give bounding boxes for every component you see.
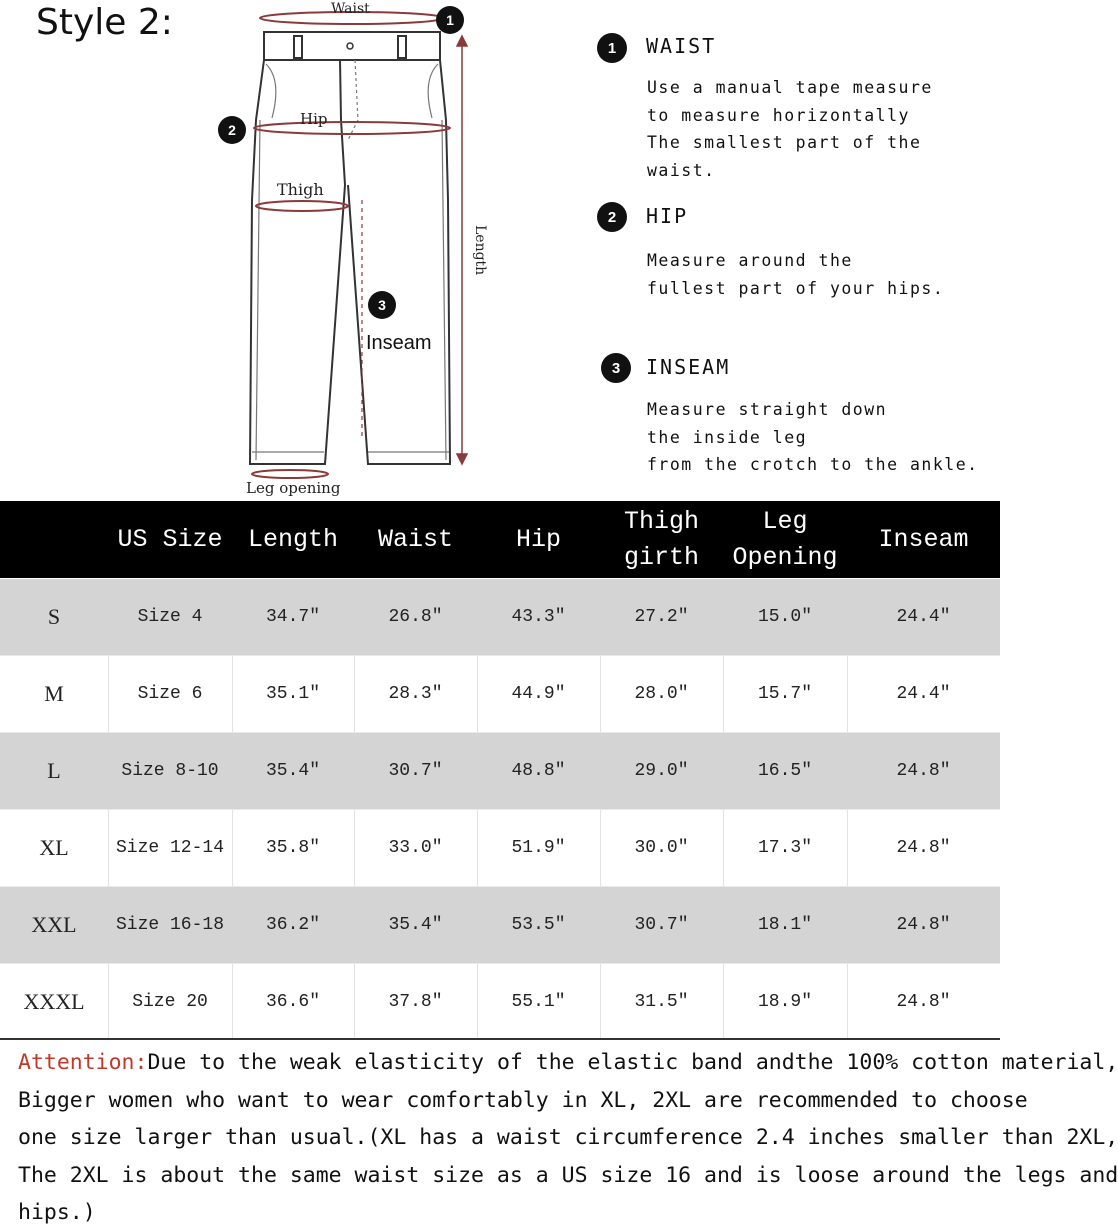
- header-text: Opening: [732, 542, 838, 572]
- header-text: Length: [247, 524, 338, 554]
- header-waist: [354, 501, 477, 578]
- inseam-value: 24.4″: [896, 607, 951, 627]
- length-value: 36.6″: [265, 992, 320, 1012]
- column-divider: [477, 733, 478, 809]
- length-value: 35.4″: [265, 761, 320, 781]
- column-divider: [232, 810, 233, 886]
- column-divider: [354, 656, 355, 732]
- attention-line: Bigger women who want to wear comfortably in XL, 2XL are recommended to choose: [18, 1087, 1028, 1113]
- leg-opening-value: 17.3″: [757, 838, 812, 858]
- waist-value: 26.8″: [388, 607, 443, 627]
- waist-value: 33.0″: [388, 838, 443, 858]
- header-hip: [477, 501, 600, 578]
- column-divider: [477, 887, 478, 963]
- column-divider: [477, 579, 478, 655]
- waist-value: 30.7″: [388, 761, 443, 781]
- inseam-instructions: Measure straight down the inside leg from the crotch to the ankle.: [647, 400, 979, 474]
- leg-opening-label: Leg opening: [246, 479, 341, 497]
- length-label: Length: [472, 225, 488, 276]
- column-divider: [477, 810, 478, 886]
- us-size: Size 12-14: [115, 838, 225, 858]
- hip-number-badge: 2: [597, 202, 627, 232]
- column-divider: [108, 656, 109, 732]
- attention-first-line: Due to the weak elasticity of the elastic band andthe 100% cotton material,: [147, 1050, 1118, 1075]
- attention-note: [18, 1044, 1118, 1232]
- header-thigh-girth: [600, 501, 723, 578]
- length-value: 34.7″: [265, 607, 320, 627]
- attention-label: Attention:: [18, 1050, 148, 1075]
- inseam-value: 24.8″: [896, 838, 951, 858]
- column-divider: [847, 810, 848, 886]
- column-divider: [847, 733, 848, 809]
- hip-instructions: Measure around the fullest part of your hips.: [647, 251, 945, 298]
- attention-line: The 2XL is about the same waist size as a US size 16 and is loose around the legs and: [18, 1162, 1118, 1188]
- header-text: Waist: [377, 524, 453, 554]
- attention-line: one size larger than usual.(XL has a waist circumference 2.4 inches smaller than 2XL,: [18, 1125, 1118, 1151]
- thigh-girth-value: 29.0″: [634, 761, 689, 781]
- column-divider: [354, 810, 355, 886]
- size-label: XXL: [31, 912, 77, 937]
- hip-label: Hip: [300, 110, 328, 128]
- hip-value: 55.1″: [511, 992, 566, 1012]
- header-blank: [0, 501, 108, 578]
- column-divider: [232, 964, 233, 1040]
- us-size: Size 16-18: [115, 915, 225, 935]
- svg-text:3: 3: [378, 297, 386, 313]
- column-divider: [477, 656, 478, 732]
- us-size: Size 6: [137, 684, 203, 704]
- column-divider: [723, 656, 724, 732]
- size-label: M: [44, 681, 64, 706]
- hip-heading: HIP: [646, 204, 689, 228]
- svg-text:1: 1: [446, 12, 454, 28]
- leg-opening-value: 18.9″: [757, 992, 812, 1012]
- column-divider: [232, 656, 233, 732]
- svg-text:2: 2: [228, 122, 236, 138]
- column-divider: [354, 733, 355, 809]
- waist-value: 37.8″: [388, 992, 443, 1012]
- table-row: [0, 810, 1000, 886]
- header-leg-opening: [723, 501, 847, 578]
- column-divider: [723, 810, 724, 886]
- size-label: L: [47, 758, 61, 783]
- header-text: girth: [623, 542, 699, 572]
- header-text: Hip: [515, 524, 561, 554]
- us-size: Size 8-10: [121, 761, 219, 781]
- waist-number-badge: 1: [597, 33, 627, 63]
- column-divider: [847, 656, 848, 732]
- column-divider: [108, 964, 109, 1040]
- size-label: XXXL: [23, 989, 85, 1014]
- column-divider: [232, 887, 233, 963]
- column-divider: [600, 810, 601, 886]
- column-divider: [600, 733, 601, 809]
- hip-value: 48.8″: [511, 761, 566, 781]
- column-divider: [354, 887, 355, 963]
- waist-heading: WAIST: [646, 34, 717, 58]
- column-divider: [847, 579, 848, 655]
- column-divider: [723, 964, 724, 1040]
- header-text: Leg: [762, 506, 808, 536]
- column-divider: [477, 964, 478, 1040]
- length-value: 35.1″: [265, 684, 320, 704]
- thigh-label: Thigh: [277, 180, 324, 199]
- inseam-number-badge: 3: [601, 353, 631, 383]
- inseam-value: 24.8″: [896, 992, 951, 1012]
- header-text: US Size: [117, 524, 223, 554]
- column-divider: [723, 579, 724, 655]
- us-size: Size 20: [132, 992, 208, 1012]
- hip-value: 51.9″: [511, 838, 566, 858]
- column-divider: [847, 887, 848, 963]
- thigh-girth-value: 31.5″: [634, 992, 689, 1012]
- length-value: 36.2″: [265, 915, 320, 935]
- pants-illustration: [200, 0, 500, 500]
- thigh-girth-value: 30.0″: [634, 838, 689, 858]
- inseam-value: 24.8″: [896, 915, 951, 935]
- attention-line: hips.): [18, 1200, 96, 1226]
- column-divider: [354, 579, 355, 655]
- table-row: [0, 733, 1000, 809]
- waist-value: 35.4″: [388, 915, 443, 935]
- column-divider: [600, 964, 601, 1040]
- waist-instructions: Use a manual tape measure to measure horizontally The smallest part of the waist.: [647, 78, 933, 180]
- size-label: XL: [39, 835, 69, 860]
- leg-opening-value: 18.1″: [757, 915, 812, 935]
- attention-line-1: [18, 1044, 1118, 1082]
- thigh-girth-value: 30.7″: [634, 915, 689, 935]
- inseam-heading: INSEAM: [646, 355, 731, 379]
- leg-opening-value: 15.0″: [757, 607, 812, 627]
- hip-value: 44.9″: [511, 684, 566, 704]
- waist-label: Waist: [331, 1, 370, 17]
- marker-3: [368, 291, 396, 319]
- column-divider: [723, 887, 724, 963]
- inseam-value: 24.8″: [896, 761, 951, 781]
- column-divider: [232, 579, 233, 655]
- column-divider: [232, 733, 233, 809]
- column-divider: [600, 887, 601, 963]
- page-title: Style 2:: [36, 2, 173, 43]
- pants-diagram: [200, 0, 500, 500]
- us-size: Size 4: [137, 607, 203, 627]
- column-divider: [600, 579, 601, 655]
- header-inseam: [847, 501, 1000, 578]
- header-text: Inseam: [878, 524, 969, 554]
- column-divider: [600, 656, 601, 732]
- header-us-size: [108, 501, 232, 578]
- waist-value: 28.3″: [388, 684, 443, 704]
- inseam-label: Inseam: [366, 332, 432, 354]
- column-divider: [723, 733, 724, 809]
- inseam-value: 24.4″: [896, 684, 951, 704]
- leg-opening-value: 15.7″: [757, 684, 812, 704]
- column-divider: [108, 733, 109, 809]
- column-divider: [108, 579, 109, 655]
- column-divider: [847, 964, 848, 1040]
- table-bottom-border: [0, 1038, 1000, 1040]
- length-value: 35.8″: [265, 838, 320, 858]
- table-header: [0, 501, 1000, 578]
- hip-value: 43.3″: [511, 607, 566, 627]
- thigh-girth-value: 27.2″: [634, 607, 689, 627]
- header-text: Thigh: [623, 506, 699, 536]
- table-row: [0, 887, 1000, 963]
- table-row: [0, 964, 1000, 1040]
- column-divider: [354, 964, 355, 1040]
- table-row: [0, 656, 1000, 732]
- leg-opening-value: 16.5″: [757, 761, 812, 781]
- table-row: [0, 579, 1000, 655]
- marker-2: [218, 116, 246, 144]
- size-label: S: [47, 604, 61, 629]
- column-divider: [108, 887, 109, 963]
- column-divider: [108, 810, 109, 886]
- marker-1: [436, 6, 464, 34]
- thigh-girth-value: 28.0″: [634, 684, 689, 704]
- header-length: [232, 501, 354, 578]
- hip-value: 53.5″: [511, 915, 566, 935]
